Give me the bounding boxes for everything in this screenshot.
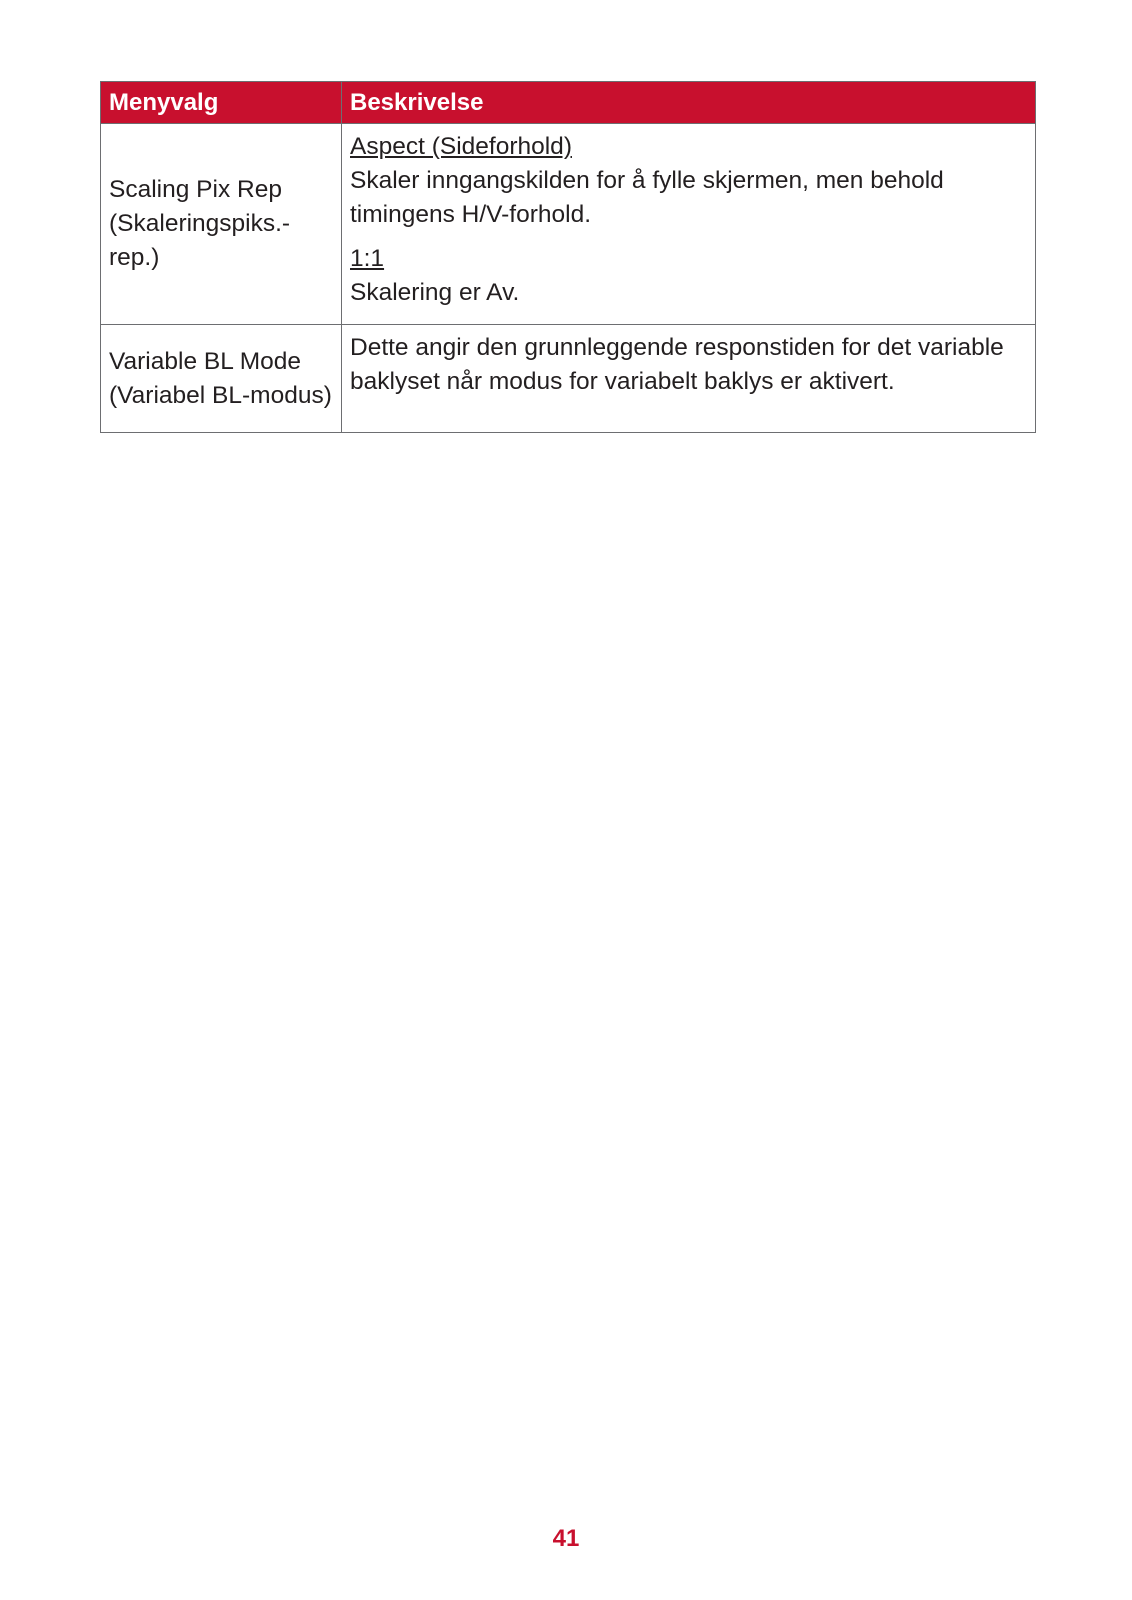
header-menu: Menyvalg xyxy=(101,82,342,124)
table-row xyxy=(101,325,1036,433)
option-label: 1:1 xyxy=(350,245,385,272)
option-text: Skaler inngangskilden for å fylle skjermen, men behold timingens H/V-forhold. xyxy=(350,167,944,228)
row-description: Dette angir den grunnleggende responstiden for det variable baklyset når modus for variabelt baklys er aktivert. xyxy=(342,325,1036,433)
option-text: Skalering er Av. xyxy=(350,279,520,306)
header-description: Beskrivelse xyxy=(342,82,1036,124)
row-description xyxy=(342,124,1036,325)
option-label: Aspect (Sideforhold) xyxy=(350,133,572,160)
row-menu-label: Variable BL Mode (Variabel BL-modus) xyxy=(101,325,342,433)
table-header-row xyxy=(101,82,1036,124)
menu-table xyxy=(100,81,1036,433)
row-menu-label: Scaling Pix Rep (Skaleringspiks.-rep.) xyxy=(101,124,342,325)
page-number: 41 xyxy=(552,1525,580,1552)
table-row xyxy=(101,124,1036,325)
